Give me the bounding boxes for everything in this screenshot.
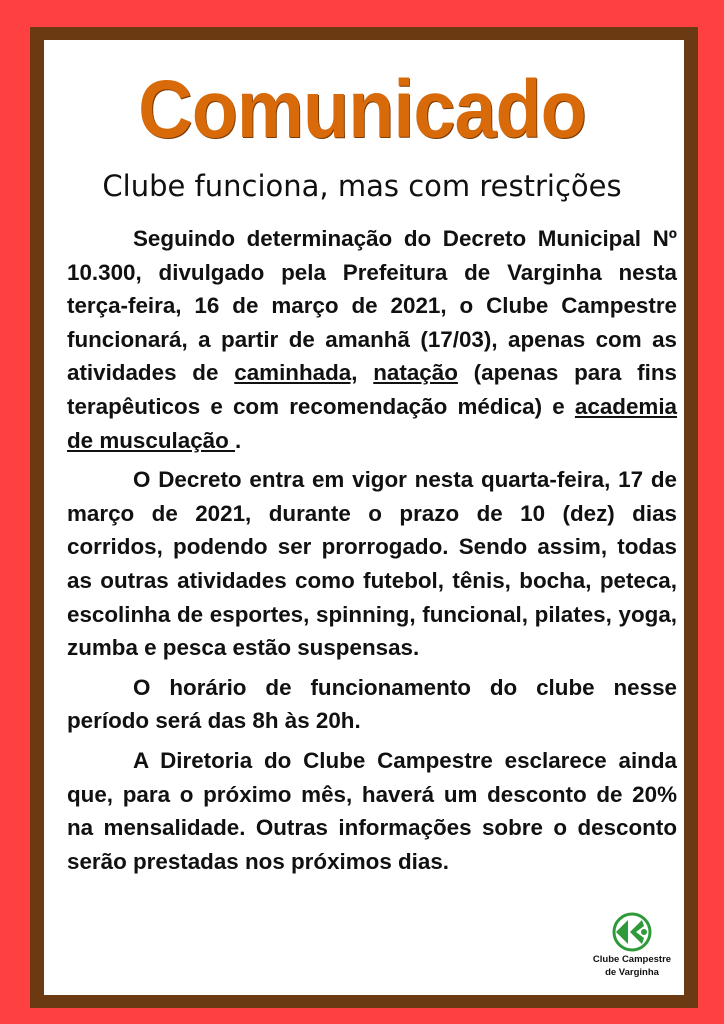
paragraph-decree-end: . — [235, 427, 242, 453]
paragraph-decree — [67, 222, 677, 457]
page-subtitle: Clube funciona, mas com restrições — [102, 169, 622, 203]
paragraph-hours: O horário de funcionamento do clube nesse período será das 8h às 20h. — [67, 674, 677, 734]
activity-walking: caminhada, — [234, 360, 358, 386]
activity-gym: academia de musculação — [67, 393, 677, 453]
logo-text-line2: de Varginha — [605, 967, 659, 978]
paragraph-validity: O Decreto entra em vigor nesta quarta-feira, 17 de março de 2021, durante o prazo de 10 (dez) dias corridos, podendo ser prorrogado. Sendo assim, todas as outras atividades como futebol, tênis, bocha, peteca, escolinha de esportes, spinning, funcional, pilates, yoga, zumba e pesca estão suspensas. — [67, 467, 677, 661]
paragraph-decree-text-2: (apenas para fins terapêuticos e com recomendação médica) e — [67, 360, 677, 419]
paragraph-discount: A Diretoria do Clube Campestre esclarece ainda que, para o próximo mês, haverá um desconto de 20% na mensalidade. Outras informações sobre o desconto serão prestadas nos próximos dias. — [67, 747, 677, 874]
notice-body — [67, 222, 677, 884]
club-logo-icon — [610, 912, 654, 952]
logo-text-line1: Clube Campestre — [592, 954, 672, 965]
spacer-text — [357, 360, 373, 385]
paragraph-decree-text: Seguindo determinação do Decreto Municipal Nº 10.300, divulgado pela Prefeitura de Varginha nesta terça-feira, 16 de março de 2021, o Clube Campestre funcionará, a partir de amanhã (17/03), apenas com as atividades de — [67, 226, 677, 386]
activity-swimming: natação — [373, 360, 458, 386]
page-title: Comunicado — [138, 64, 586, 155]
club-logo — [584, 912, 680, 982]
